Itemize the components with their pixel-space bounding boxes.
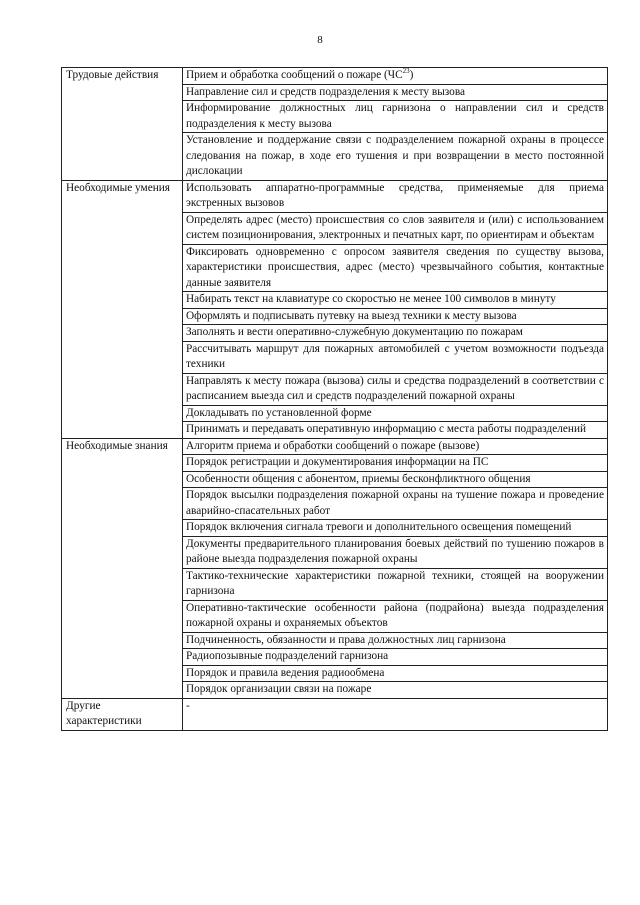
section-item: Информирование должностных лиц гарнизона о направлении сил и средств подразделения к месту вызова bbox=[183, 101, 608, 133]
section-item: Установление и поддержание связи с подразделением пожарной охраны в процессе следования на пожар, в ходе его тушения и при возвращении в место постоянной дислокации bbox=[183, 133, 608, 181]
section-item: Использовать аппаратно-программные средства, применяемые для приема экстренных вызовов bbox=[183, 180, 608, 212]
section-item: Докладывать по установленной форме bbox=[183, 405, 608, 422]
table-row bbox=[62, 438, 608, 455]
section-item: Порядок включения сигнала тревоги и дополнительного освещения помещений bbox=[183, 520, 608, 537]
section-label: Необходимые знания bbox=[62, 438, 183, 698]
section-item: Оформлять и подписывать путевку на выезд техники к месту вызова bbox=[183, 308, 608, 325]
section-item bbox=[183, 68, 608, 85]
item-text-suffix: ) bbox=[409, 69, 414, 81]
section-item: Документы предварительного планирования боевых действий по тушению пожаров в районе выезда подразделения пожарной охраны bbox=[183, 536, 608, 568]
section-item: Особенности общения с абонентом, приемы бесконфликтного общения bbox=[183, 471, 608, 488]
page-number: 8 bbox=[317, 34, 323, 46]
table-row bbox=[62, 180, 608, 212]
section-item: Фиксировать одновременно с опросом заявителя сведения по существу вызова, характеристики происшествия, адрес (место) чрезвычайного события, контактные данные заявителя bbox=[183, 244, 608, 292]
section-label: Другие характеристики bbox=[62, 698, 183, 730]
section-item: Алгоритм приема и обработки сообщений о пожаре (вызове) bbox=[183, 438, 608, 455]
section-item: Порядок и правила ведения радиообмена bbox=[183, 665, 608, 682]
item-text: Прием и обработка сообщений о пожаре (ЧС bbox=[186, 69, 403, 81]
section-item: - bbox=[183, 698, 608, 730]
section-item: Принимать и передавать оперативную информацию с места работы подразделений bbox=[183, 422, 608, 439]
footnote-ref: 23 bbox=[402, 67, 410, 76]
section-item: Порядок регистрации и документирования информации на ПС bbox=[183, 455, 608, 472]
section-item: Направление сил и средств подразделения к месту вызова bbox=[183, 84, 608, 101]
qualification-table bbox=[61, 67, 608, 731]
section-label: Трудовые действия bbox=[62, 68, 183, 181]
section-item: Определять адрес (место) происшествия со слов заявителя и (или) с использованием систем позиционирования, электронных и печатных карт, по ориентирам и объектам bbox=[183, 212, 608, 244]
section-label: Необходимые умения bbox=[62, 180, 183, 438]
table-row bbox=[62, 698, 608, 730]
section-item: Порядок высылки подразделения пожарной охраны на тушение пожара и проведение аварийно-спасательных работ bbox=[183, 488, 608, 520]
section-item: Порядок организации связи на пожаре bbox=[183, 682, 608, 699]
section-item: Тактико-технические характеристики пожарной техники, стоящей на вооружении гарнизона bbox=[183, 568, 608, 600]
section-item: Набирать текст на клавиатуре со скоростью не менее 100 символов в минуту bbox=[183, 292, 608, 309]
section-item: Направлять к месту пожара (вызова) силы и средства подразделений в соответствии с расписанием выезда сил и средств подразделений пожарной охраны bbox=[183, 373, 608, 405]
section-item: Подчиненность, обязанности и права должностных лиц гарнизона bbox=[183, 632, 608, 649]
section-item: Заполнять и вести оперативно-служебную документацию по пожарам bbox=[183, 325, 608, 342]
section-item: Оперативно-тактические особенности района (подрайона) выезда подразделения пожарной охраны и охраняемых объектов bbox=[183, 600, 608, 632]
section-item: Рассчитывать маршрут для пожарных автомобилей с учетом возможности подъезда техники bbox=[183, 341, 608, 373]
table-row bbox=[62, 68, 608, 85]
section-item: Радиопозывные подразделений гарнизона bbox=[183, 649, 608, 666]
